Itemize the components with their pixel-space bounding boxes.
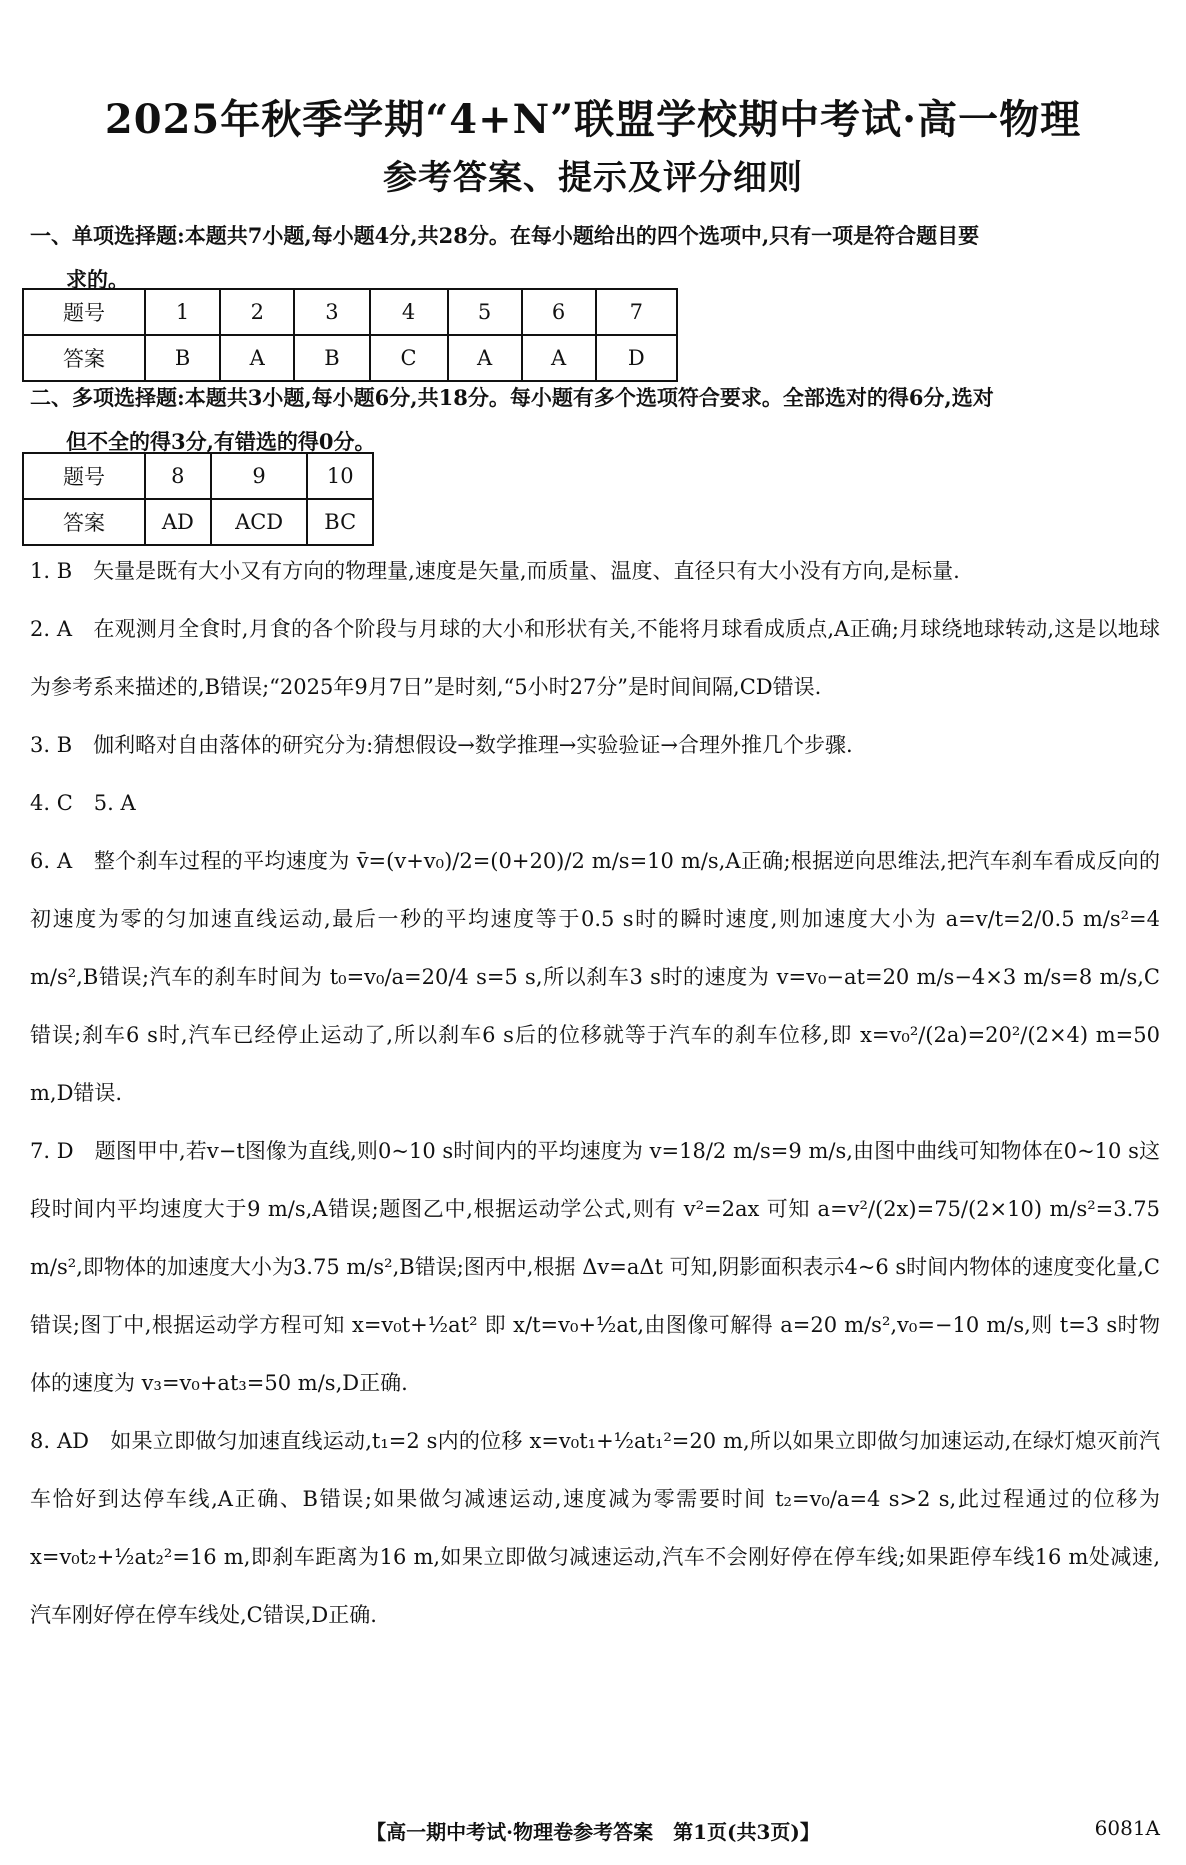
question-number: 7 [596, 289, 677, 335]
question-number: 8 [145, 453, 211, 499]
explanation-1: 1. B 矢量是既有大小又有方向的物理量,速度是矢量,而质量、温度、直径只有大小没有方向,是标量. [30, 559, 960, 583]
table-header-cell: 题号 [23, 289, 145, 335]
answer-cell: BC [307, 499, 373, 545]
answer-cell: AD [145, 499, 211, 545]
table-row [23, 453, 373, 499]
answer-cell: A [522, 335, 596, 381]
table-header-cell: 答案 [23, 499, 145, 545]
section2-heading [30, 376, 1160, 464]
question-number: 2 [220, 289, 294, 335]
explanation-6: 6. A 整个刹车过程的平均速度为 v̄=(v+v₀)/2=(0+20)/2 m/s=10 m/s,A正确;根据逆向思维法,把汽车刹车看成反向的初速度为零的匀加速直线运动,最后一秒的平均速度等于0.5 s时的瞬时速度,则加速度大小为 a=v/t=2/0.5 m/s²=4 m/s²,B错误;汽车的刹车时间为 t₀=v₀/a=20/4 s=5 s,所以刹车3 s时的速度为 v=v₀−at=20 m/s−4×3 m/s=8 m/s,C错误;刹车6 s时,汽车已经停止运动了,所以刹车6 s后的位移就等于汽车的刹车位移,即 x=v₀²/(2a)=20²/(2×4) m=50 m,D错误. [30, 849, 1160, 1105]
section2-line1: 二、多项选择题:本题共3小题,每小题6分,共18分。每小题有多个选项符合要求。全部选对的得6分,选对 [30, 385, 994, 410]
answer-cell: ACD [211, 499, 308, 545]
section2-line2: 但不全的得3分,有错选的得0分。 [66, 429, 376, 454]
answer-cell: D [596, 335, 677, 381]
explanations [30, 542, 1160, 1644]
page-title: 2025年秋季学期“4+N”联盟学校期中考试·高一物理 [104, 96, 1082, 143]
question-number: 6 [522, 289, 596, 335]
page-footer: 【高一期中考试·物理卷参考答案 第1页(共3页)】 [366, 1820, 820, 1844]
explanation-8: 8. AD 如果立即做匀加速直线运动,t₁=2 s内的位移 x=v₀t₁+½at₁²=20 m,所以如果立即做匀加速运动,在绿灯熄灭前汽车恰好到达停车线,A正确、B错误;如果做匀减速运动,速度减为零需要时间 t₂=v₀/a=4 s>2 s,此过程通过的位移为 x=v₀t₂+½at₂²=16 m,即刹车距离为16 m,如果立即做匀减速运动,汽车不会刚好停在停车线;如果距停车线16 m处减速,汽车刚好停在停车线处,C错误,D正确. [30, 1429, 1160, 1627]
single-choice-answer-table [22, 288, 678, 382]
answer-cell: C [370, 335, 448, 381]
table-header-cell: 答案 [23, 335, 145, 381]
question-number: 1 [145, 289, 220, 335]
explanation-3: 3. B 伽利略对自由落体的研究分为:猜想假设→数学推理→实验验证→合理外推几个步骤. [30, 733, 853, 757]
page-subtitle: 参考答案、提示及评分细则 [383, 158, 803, 198]
explanation-7: 7. D 题图甲中,若v−t图像为直线,则0~10 s时间内的平均速度为 v=18/2 m/s=9 m/s,由图中曲线可知物体在0~10 s这段时间内平均速度大于9 m/s,A错误;题图乙中,根据运动学公式,则有 v²=2ax 可知 a=v²/(2x)=75/(2×10) m/s²=3.75 m/s²,即物体的加速度大小为3.75 m/s²,B错误;图丙中,根据 Δv=aΔt 可知,阴影面积表示4~6 s时间内物体的速度变化量,C错误;图丁中,根据运动学方程可知 x=v₀t+½at² 即 x/t=v₀+½at,由图像可解得 a=20 m/s²,v₀=−10 m/s,则 t=3 s时物体的速度为 v₃=v₀+at₃=50 m/s,D正确. [30, 1139, 1160, 1395]
explanation-2: 2. A 在观测月全食时,月食的各个阶段与月球的大小和形状有关,不能将月球看成质点,A正确;月球绕地球转动,这是以地球为参考系来描述的,B错误;“2025年9月7日”是时刻,“5小时27分”是时间间隔,CD错误. [30, 617, 1160, 699]
table-row [23, 499, 373, 545]
question-number: 4 [370, 289, 448, 335]
document-code: 6081A [1094, 1816, 1160, 1840]
table-header-cell: 题号 [23, 453, 145, 499]
section1-line1: 一、单项选择题:本题共7小题,每小题4分,共28分。在每小题给出的四个选项中,只有一项是符合题目要 [30, 223, 980, 248]
answer-cell: A [220, 335, 294, 381]
multiple-choice-answer-table [22, 452, 374, 546]
answer-cell: B [294, 335, 369, 381]
table-row [23, 335, 677, 381]
explanation-4-5: 4. C 5. A [30, 791, 136, 815]
answer-cell: B [145, 335, 220, 381]
answer-cell: A [448, 335, 522, 381]
question-number: 9 [211, 453, 308, 499]
question-number: 3 [294, 289, 369, 335]
question-number: 10 [307, 453, 373, 499]
table-row [23, 289, 677, 335]
section1-line2: 求的。 [66, 267, 129, 292]
question-number: 5 [448, 289, 522, 335]
